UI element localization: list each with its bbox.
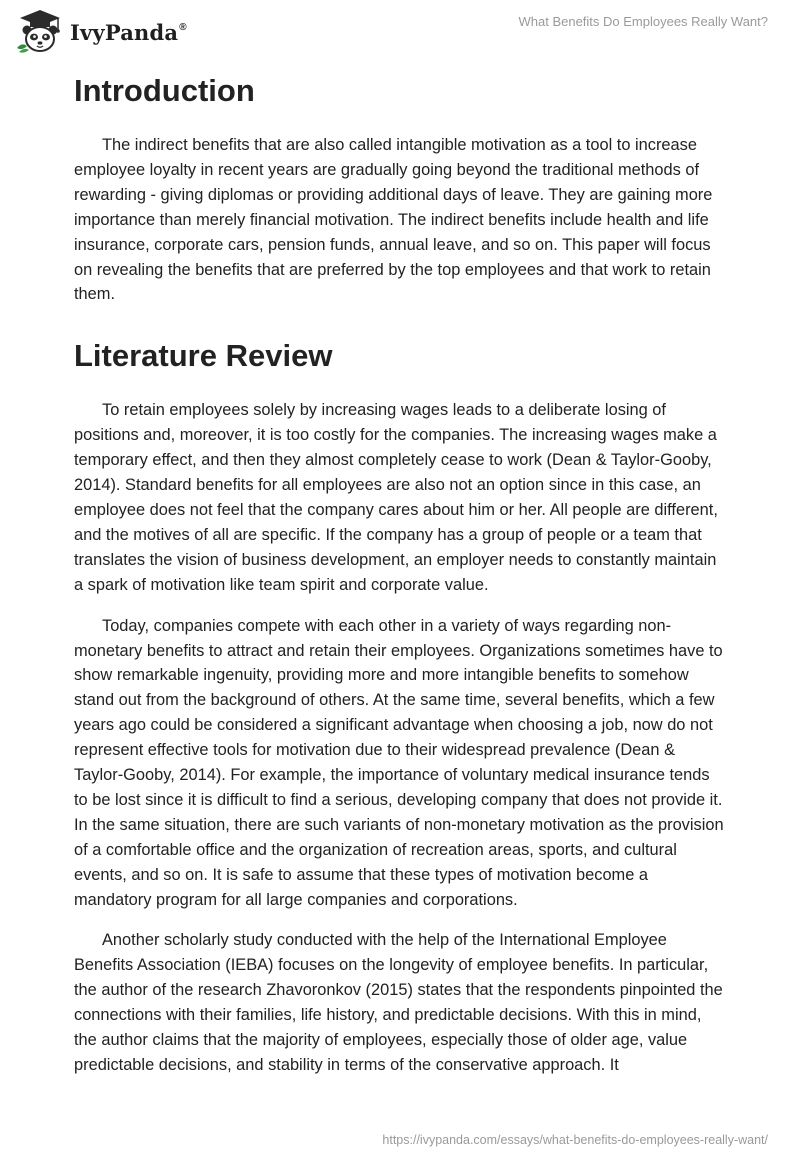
running-title: What Benefits Do Employees Really Want? bbox=[518, 14, 768, 29]
essay-content bbox=[74, 66, 726, 1094]
source-url[interactable]: https://ivypanda.com/essays/what-benefits-do-employees-really-want/ bbox=[382, 1133, 768, 1147]
introduction-paragraph: The indirect benefits that are also called intangible motivation as a tool to increase employee loyalty in recent years are gradually going beyond the traditional methods of rewarding - giving diplomas or providing additional days of leave. They are gaining more importance than merely financial motivation. The indirect benefits include health and life insurance, corporate cars, pension funds, annual leave, and so on. This paper will focus on revealing the benefits that are preferred by the top employees and that work to retain them. bbox=[74, 136, 713, 304]
literature-paragraph-2: Today, companies compete with each other in a variety of ways regarding non-monetary benefits to attract and retain their employees. Organizations sometimes have to show remarkable ingenuity, providing more and more intangible benefits to somehow stand out from the background of others. At the same time, several benefits, which a few years ago could be considered a significant advantage when choosing a job, now do not represent effective tools for motivation due to their widespread prevalence (Dean & Taylor-Gooby, 2014). For example, the importance of voluntary medical insurance tends to be lost since it is difficult to find a serious, developing company that does not provide it. In the same situation, there are such variants of non-monetary motivation as the provision of a comfortable office and the organization of recreation areas, sports, and cultural events, and so on. It is safe to assume that these types of motivation become a mandatory program for all large companies and corporations. bbox=[74, 616, 724, 909]
page-header bbox=[0, 0, 800, 60]
brand-name: IvyPanda® bbox=[70, 19, 187, 45]
brand-logo[interactable] bbox=[14, 8, 187, 54]
registered-mark: ® bbox=[179, 21, 187, 33]
literature-paragraph-1: To retain employees solely by increasing wages leads to a deliberate losing of positions and, moreover, it is too costly for the companies. The increasing wages make a temporary effect, and then they almost completely cease to work (Dean & Taylor-Gooby, 2014). Standard benefits for all employees are also not an option since in this case, an employee does not feel that the company cares about him or her. All people are different, and the motives of all are specific. If the company has a group of people or a team that translates the vision of business development, an employer needs to constantly maintain a spark of motivation like team spirit and corporate value. bbox=[74, 401, 718, 594]
panda-graduate-icon bbox=[14, 8, 66, 54]
section-heading-literature-review: Literature Review bbox=[74, 338, 333, 374]
literature-paragraph-3: Another scholarly study conducted with the help of the International Employee Benefits Association (IEBA) focuses on the longevity of employee benefits. In particular, the author of the research Zhavoronkov (2015) states that the respondents pinpointed the connections with their families, life history, and predictable decisions. With this in mind, the author claims that the majority of employees, especially those of older age, value predictable decisions, and stability in terms of the conservative approach. It bbox=[74, 931, 723, 1074]
section-heading-introduction: Introduction bbox=[74, 73, 255, 108]
